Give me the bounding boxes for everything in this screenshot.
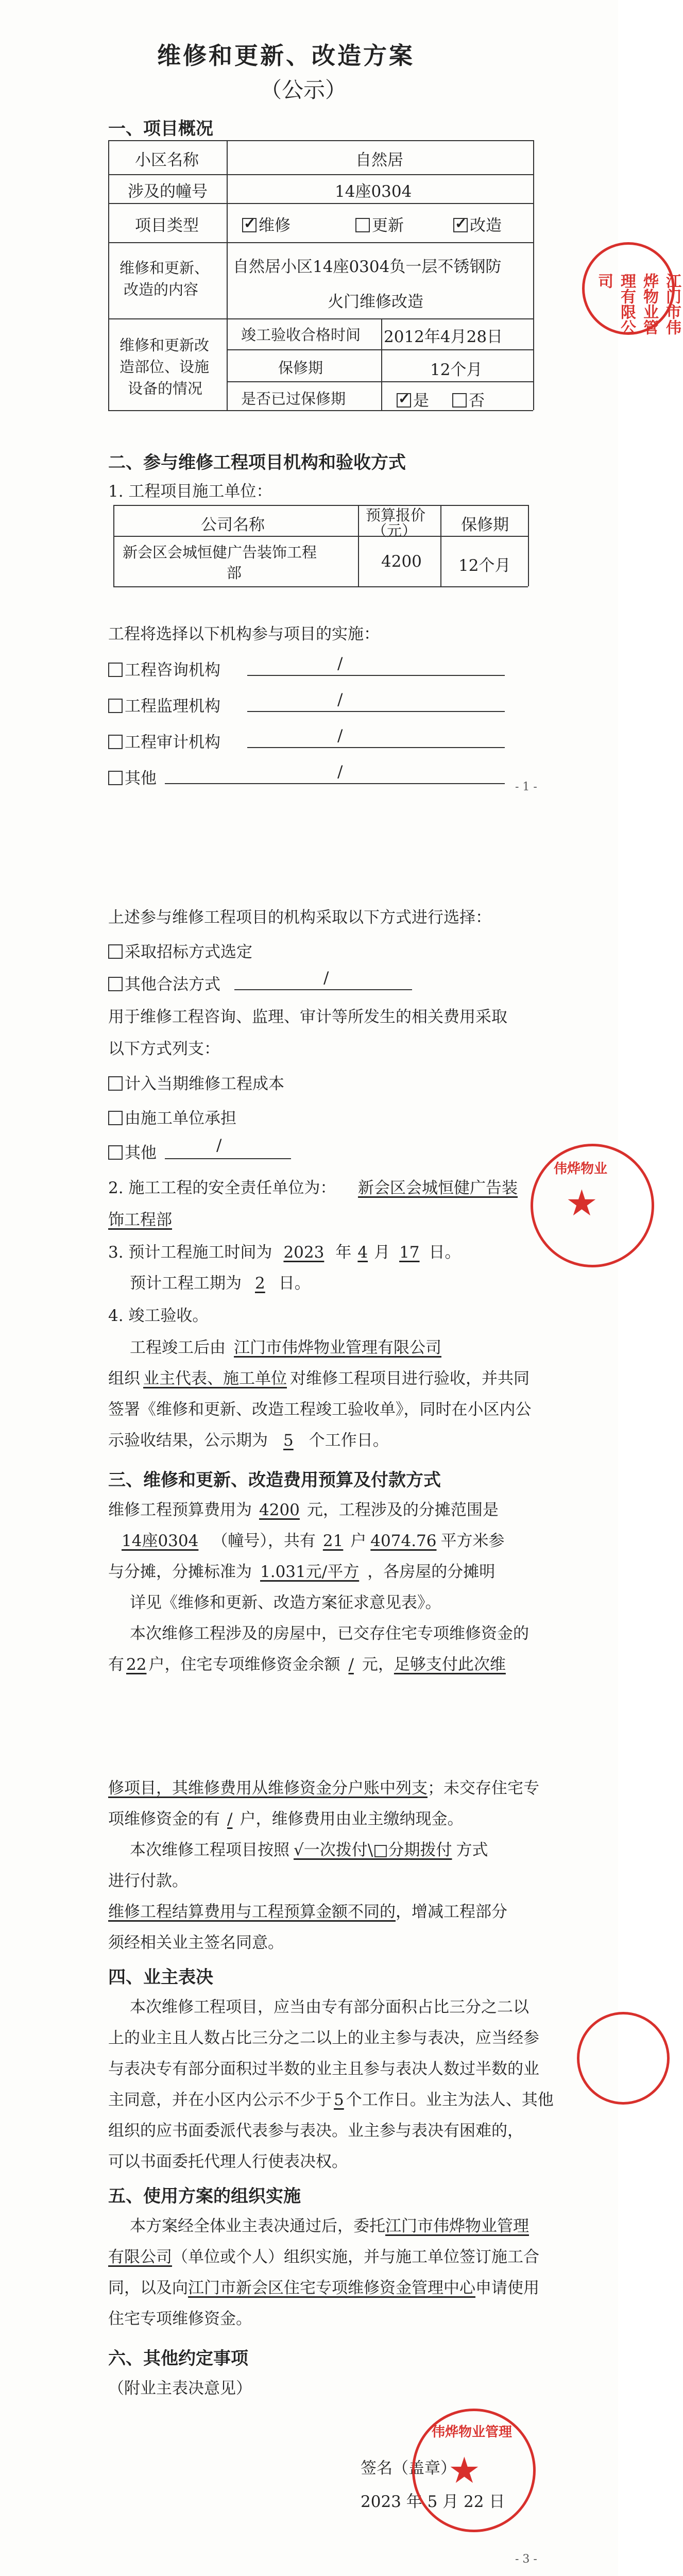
seal-stamp-2-text: 伟烨物业 [554, 1161, 608, 1177]
community-name-value: 自然居 [355, 151, 403, 170]
checkbox-icon [452, 393, 467, 408]
signature-label: 签名（盖章） [361, 2459, 456, 2478]
fee-option-other[interactable]: 其他 [108, 1140, 157, 1163]
safety-unit-value-1: 新会区会城恒健广告装 [358, 1179, 518, 1197]
page-1 [0, 0, 681, 825]
method-other[interactable]: 其他合法方式 [108, 971, 220, 994]
agency-consulting-slash: / [337, 654, 343, 673]
section-2-heading: 二、参与维修工程项目机构和验收方式 [108, 452, 406, 473]
vote-line-2: 上的业主且人数占比三分之二以上的业主参与表决，应当经参 [108, 2029, 539, 2047]
warranty-label: 保修期 [278, 359, 323, 377]
checkbox-icon [108, 663, 123, 677]
contractor-intro: 1. 工程项目施工单位： [108, 482, 272, 501]
agency-audit-slash: / [337, 726, 343, 745]
acceptance-line-4: 示验收结果，公示期为 5 个工作日。 [108, 1431, 389, 1450]
budget-line-8: 项维修资金的有 / 户，维修费用由业主缴纳现金。 [108, 1810, 464, 1828]
checkbox-icon [108, 944, 123, 959]
section-5-heading: 五、使用方案的组织实施 [108, 2186, 301, 2207]
duration-label: 预计工程工期为 2 日。 [130, 1274, 311, 1293]
checkbox-icon [108, 1111, 123, 1125]
budget-line-1: 维修工程预算费用为 4200 元，工程涉及的分摊范围是 [108, 1501, 499, 1519]
implement-line-2: 有限公司（单位或个人）组织实施，并与施工单位签订施工合 [108, 2248, 539, 2266]
implement-line-3: 同，以及向江门市新会区住宅专项维修资金管理中心申请使用 [108, 2279, 539, 2297]
project-type-label: 项目类型 [135, 216, 199, 235]
implement-line-1: 本方案经全体业主表决通过后，委托江门市伟烨物业管理 [130, 2217, 529, 2235]
selection-method-intro: 上述参与维修工程项目的机构采取以下方式进行选择： [108, 908, 491, 927]
section-3-heading: 三、维修和更新、改造费用预算及付款方式 [108, 1470, 441, 1490]
project-type-update[interactable]: 更新 [355, 212, 404, 235]
page-3 [0, 1734, 618, 2576]
vote-line-4: 主同意，并在小区内公示不少于 5 个工作日。业主为法人、其他 [108, 2091, 554, 2109]
building-number-value: 14座0304 [335, 182, 412, 201]
safety-unit-label: 2. 施工工程的安全责任单位为： [108, 1179, 336, 1197]
acceptance-line-3: 签署《维修和更新、改造工程竣工验收单》，同时在小区内公 [108, 1400, 532, 1419]
fee-intro-2: 以下方式列支： [108, 1040, 220, 1058]
checkbox-icon [108, 977, 123, 991]
budget-header-1: 预算报价 [366, 506, 426, 524]
company-name-2: 部 [227, 564, 242, 582]
company-name-header: 公司名称 [201, 516, 265, 534]
signature-date: 2023 年 5 月 22 日 [361, 2493, 505, 2511]
section-6-heading: 六、其他约定事项 [108, 2348, 248, 2369]
checkbox-icon [108, 771, 123, 785]
implement-line-4: 住宅专项维修资金。 [108, 2310, 252, 2328]
page-number-1: - 1 - [515, 781, 537, 793]
checkbox-icon [108, 735, 123, 749]
acceptance-label: 4. 竣工验收。 [108, 1307, 209, 1325]
acceptance-line-1: 工程竣工后由 江门市伟烨物业管理有限公司 [130, 1338, 441, 1357]
attachment-note: （附业主表决意见） [108, 2379, 252, 2398]
budget-line-3: 与分摊，分摊标准为 1.031元/平方 ，各房屋的分摊明 [108, 1563, 496, 1581]
section-4-heading: 四、业主表决 [108, 1967, 213, 1988]
settlement-line-2: 须经相关业主签名同意。 [108, 1934, 284, 1952]
budget-line-7: 修项目，其维修费用从维修资金分户账中列支；未交存住宅专 [108, 1779, 539, 1798]
checkbox-icon [108, 1076, 123, 1091]
vote-line-3: 与表决专有部分面积过半数的业主且参与表决人数过半数的业 [108, 2060, 539, 2078]
agency-consulting[interactable]: 工程咨询机构 [108, 657, 220, 680]
agencies-intro: 工程将选择以下机构参与项目的实施： [108, 625, 380, 643]
page-subtitle: （公示） [260, 77, 347, 103]
agency-other[interactable]: 其他 [108, 765, 157, 788]
budget-line-6: 有 22 户，住宅专项维修资金余额 / 元，足够支付此次维 [108, 1655, 506, 1674]
seal-stamp-4 [577, 2012, 670, 2105]
budget-line-5: 本次维修工程涉及的房屋中，已交存住宅专项维修资金的 [130, 1624, 529, 1643]
page-2 [0, 824, 618, 1734]
checkbox-icon [108, 699, 123, 713]
seal-star-icon-3: ★ [448, 2449, 481, 2492]
project-type-renovation[interactable]: ✓ 改造 [453, 212, 502, 235]
budget-header-2: （元） [372, 522, 417, 539]
check-icon [242, 218, 257, 232]
fee-option-cost[interactable]: 计入当期维修工程成本 [108, 1071, 284, 1094]
warranty-value: 12个月 [430, 361, 483, 379]
agency-supervision-slash: / [337, 690, 343, 709]
budget-value: 4200 [381, 552, 422, 571]
fee-option-contractor[interactable]: 由施工单位承担 [108, 1105, 236, 1128]
warranty-expired-no[interactable]: 否 [452, 387, 485, 411]
fee-option-other-slash: / [216, 1136, 222, 1155]
checkbox-icon [108, 1145, 123, 1160]
vote-line-5: 组织的应书面委派代表参与表决。业主参与表决有困难的， [108, 2122, 523, 2140]
facility-label-1: 维修和更新改 [119, 336, 210, 354]
agency-other-slash: / [337, 762, 343, 781]
checkbox-icon [355, 218, 370, 232]
method-other-slash: / [323, 969, 329, 987]
company-name-1: 新会区会城恒健广告装饰工程 [123, 544, 317, 561]
building-number-label: 涉及的幢号 [128, 182, 208, 201]
community-name-label: 小区名称 [135, 151, 199, 170]
section-1-heading: 一、项目概况 [108, 118, 213, 139]
facility-label-3: 设备的情况 [128, 380, 203, 397]
facility-label-2: 造部位、设施 [119, 358, 210, 376]
budget-line-4: 详见《维修和更新、改造方案征求意见表》。 [130, 1594, 441, 1612]
check-icon [453, 218, 468, 232]
seal-star-icon-2: ★ [566, 1182, 598, 1224]
settlement-line-1: 维修工程结算费用与工程预算金额不同的，增减工程部分 [108, 1903, 507, 1921]
warranty-period-value: 12个月 [458, 556, 511, 575]
vote-line-6: 可以书面委托代理人行使表决权。 [108, 2153, 348, 2171]
project-type-maintenance[interactable]: ✓ 维修 [242, 212, 291, 235]
warranty-expired-label: 是否已过保修期 [241, 390, 346, 408]
seal-stamp-1-text: 江门市伟烨物业管理有限公司 [595, 273, 681, 335]
acceptance-date-value: 2012年4月28日 [384, 328, 503, 346]
budget-line-2: 14座0304 （幢号），共有 21 户 4074.76 平方米参 [122, 1532, 505, 1550]
method-tender[interactable]: 采取招标方式选定 [108, 939, 252, 962]
warranty-expired-yes[interactable]: ✓ 是 [397, 387, 429, 411]
schedule-label: 3. 预计工程施工时间为 2023 年 4 月 17 日。 [108, 1243, 461, 1262]
check-icon [397, 393, 411, 408]
content-value-2: 火门维修改造 [328, 293, 423, 311]
content-label-1: 维修和更新、 [119, 259, 210, 277]
page-number-3: - 3 - [515, 2553, 537, 2566]
payment-method-line: 本次维修工程项目按照 √一次拨付\□分期拨付 方式 [130, 1841, 488, 1859]
agency-audit[interactable]: 工程审计机构 [108, 729, 220, 752]
acceptance-line-2: 组织 业主代表、施工单位 对维修工程项目进行验收，并共同 [108, 1369, 530, 1388]
content-value-1: 自然居小区14座0304负一层不锈钢防 [233, 258, 502, 276]
vote-line-1: 本次维修工程项目，应当由专有部分面积占比三分之二以 [130, 1998, 529, 2016]
page-title: 维修和更新、改造方案 [157, 42, 415, 70]
payment-method-line-2: 进行付款。 [108, 1872, 188, 1890]
fee-intro-1: 用于维修工程咨询、监理、审计等所发生的相关费用采取 [108, 1008, 507, 1026]
seal-stamp-3-text: 伟烨物业管理 [432, 2425, 513, 2440]
content-label-2: 改造的内容 [124, 281, 199, 298]
safety-unit-value-2: 饰工程部 [108, 1211, 172, 1229]
acceptance-date-label: 竣工验收合格时间 [241, 326, 361, 344]
warranty-header: 保修期 [461, 516, 509, 534]
agency-supervision[interactable]: 工程监理机构 [108, 693, 220, 716]
